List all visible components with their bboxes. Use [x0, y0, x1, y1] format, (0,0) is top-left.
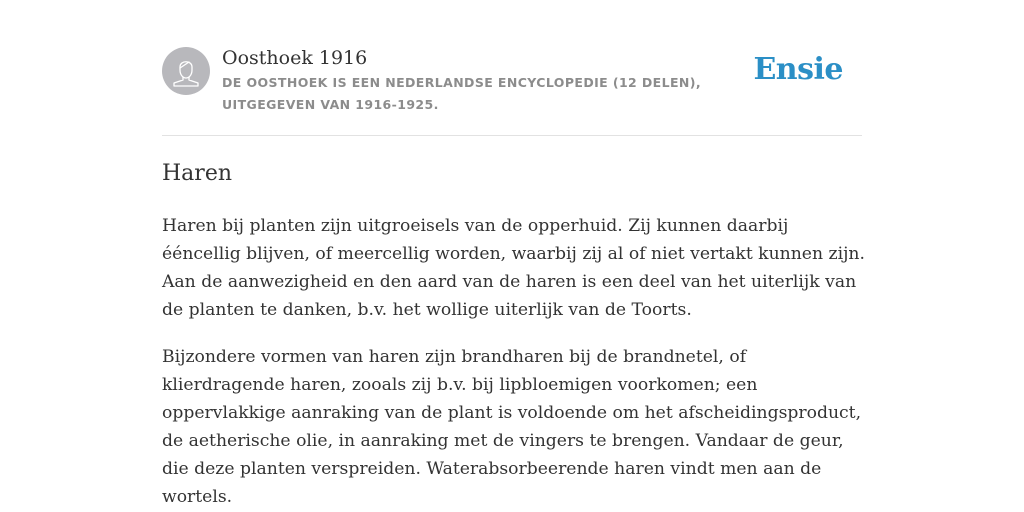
ensie-logo[interactable]: Ensie: [753, 52, 843, 87]
article-paragraph: Haren bij planten zijn uitgroeisels van de opperhuid. Zij kunnen daarbij ééncellig blijven, of meercellig worden, waarbij zij al of niet vertakt kunnen zijn. Aan de aanwezigheid en den aard van de haren is een deel van het uiterlijk van de planten te danken, b.v. het wollige uiterlijk van de Toorts.: [162, 216, 865, 320]
article-paragraph: Bijzondere vormen van haren zijn brandharen bij de brandnetel, of klierdragende haren, zooals zij b.v. bij lipbloemigen voorkomen; een oppervlakkige aanraking van de plant is voldoende om het afscheidingsproduct, de aetherische olie, in aanraking met de vingers te brengen. Vandaar de geur, die deze planten verspreiden. Waterabsorbeerende haren vindt men aan de wortels.: [162, 347, 862, 507]
article-title: Haren: [162, 161, 233, 186]
source-header: [162, 44, 862, 136]
source-title[interactable]: Oosthoek 1916: [222, 47, 368, 69]
user-silhouette-icon: [162, 47, 210, 95]
source-description: DE OOSTHOEK IS EEN NEDERLANDSE ENCYCLOPEDIE (12 DELEN), UITGEGEVEN VAN 1916-1925.: [222, 75, 702, 112]
article-body: [162, 212, 867, 512]
source-avatar[interactable]: [162, 47, 210, 95]
